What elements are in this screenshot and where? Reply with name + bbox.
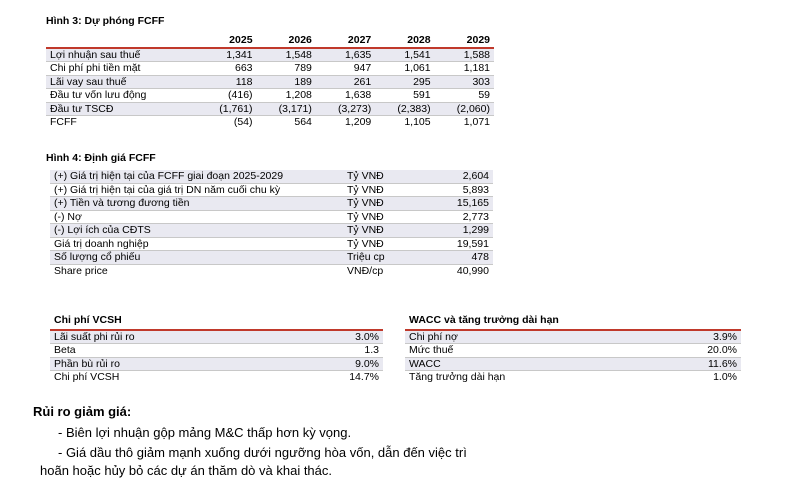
row-unit: Tỷ VNĐ bbox=[343, 197, 411, 211]
cell-value: (2,060) bbox=[435, 102, 494, 116]
table-row bbox=[50, 224, 493, 238]
table-row bbox=[50, 264, 493, 277]
cell-value: 1,061 bbox=[375, 62, 434, 76]
table-row bbox=[50, 344, 383, 358]
year-header: 2025 bbox=[229, 34, 253, 46]
cell-value: 9.0% bbox=[283, 357, 383, 371]
year-header: 2028 bbox=[407, 34, 431, 46]
cell-value: (1,761) bbox=[197, 102, 256, 116]
table-row bbox=[46, 48, 494, 62]
vcsh-title: Chi phí VCSH bbox=[54, 314, 122, 326]
row-unit: Triệu cp bbox=[343, 251, 411, 265]
cell-value: 5,893 bbox=[411, 183, 493, 197]
row-unit: Tỷ VNĐ bbox=[343, 170, 411, 183]
cell-value: 1,105 bbox=[404, 116, 431, 128]
table-row bbox=[50, 237, 493, 251]
table-row bbox=[405, 357, 741, 371]
cell-value: 1.3 bbox=[283, 344, 383, 358]
year-header: 2029 bbox=[466, 34, 490, 46]
cell-value: 295 bbox=[375, 75, 434, 89]
cell-value: 303 bbox=[435, 75, 494, 89]
table-row bbox=[405, 330, 741, 344]
cell-value: 3.9% bbox=[652, 330, 741, 344]
row-label: Đầu tư TSCĐ bbox=[46, 102, 197, 116]
risk-title: Rủi ro giảm giá: bbox=[33, 404, 132, 419]
year-header: 2026 bbox=[288, 34, 312, 46]
cell-value: 1.0% bbox=[713, 371, 737, 383]
row-label: Lãi vay sau thuế bbox=[46, 75, 197, 89]
cell-value: 2,604 bbox=[411, 170, 493, 183]
row-label: Chi phí phi tiền mặt bbox=[46, 62, 197, 76]
table-row bbox=[50, 210, 493, 224]
cell-value: 1,635 bbox=[316, 48, 375, 62]
cell-value: 118 bbox=[197, 75, 256, 89]
row-unit: Tỷ VNĐ bbox=[343, 224, 411, 238]
cell-value: 15,165 bbox=[411, 197, 493, 211]
cell-value: (2,383) bbox=[375, 102, 434, 116]
row-label: Phần bù rủi ro bbox=[50, 357, 283, 371]
table4-title: Hình 4: Định giá FCFF bbox=[46, 152, 156, 164]
label-header bbox=[46, 34, 197, 48]
table-row bbox=[46, 62, 494, 76]
row-label: Số lượng cổ phiếu bbox=[50, 251, 343, 265]
wacc-table bbox=[405, 314, 741, 384]
table-header-row bbox=[405, 314, 741, 330]
cell-value: 261 bbox=[316, 75, 375, 89]
cell-value: 591 bbox=[375, 89, 434, 103]
cell-value: 2,773 bbox=[411, 210, 493, 224]
cell-value: 947 bbox=[316, 62, 375, 76]
row-label: Lợi nhuận sau thuế bbox=[46, 48, 197, 62]
cell-value: 1,299 bbox=[411, 224, 493, 238]
table-row bbox=[50, 183, 493, 197]
row-unit: Tỷ VNĐ bbox=[343, 183, 411, 197]
row-unit: Tỷ VNĐ bbox=[343, 237, 411, 251]
row-label: FCFF bbox=[50, 116, 77, 128]
table-row bbox=[46, 75, 494, 89]
row-label: (+) Giá trị hiện tại của giá trị DN năm cuối chu kỳ bbox=[50, 183, 343, 197]
cell-value: 59 bbox=[435, 89, 494, 103]
cell-value: 19,591 bbox=[411, 237, 493, 251]
row-label: Chi phí nợ bbox=[405, 330, 652, 344]
cell-value: (54) bbox=[233, 116, 253, 128]
table-header-row bbox=[46, 34, 494, 48]
risk-item: - Biên lợi nhuận gộp mảng M&C thấp hơn kỳ vọng. bbox=[58, 425, 352, 440]
fcff-valuation-table bbox=[50, 170, 493, 277]
cell-value: 1,588 bbox=[435, 48, 494, 62]
table-row bbox=[46, 116, 494, 129]
cell-value: 1,548 bbox=[257, 48, 316, 62]
row-label: Share price bbox=[54, 264, 108, 277]
cell-value: 1,638 bbox=[316, 89, 375, 103]
cell-value: (3,273) bbox=[316, 102, 375, 116]
cell-value: 663 bbox=[197, 62, 256, 76]
cell-value: 1,541 bbox=[375, 48, 434, 62]
table-row bbox=[50, 330, 383, 344]
table3-title: Hình 3: Dự phóng FCFF bbox=[46, 15, 165, 27]
table-row bbox=[405, 371, 741, 384]
cell-value: 3.0% bbox=[283, 330, 383, 344]
cell-value: 789 bbox=[257, 62, 316, 76]
cell-value: 1,208 bbox=[257, 89, 316, 103]
table-header-row bbox=[50, 314, 383, 330]
row-unit: Tỷ VNĐ bbox=[343, 210, 411, 224]
fcff-forecast-table bbox=[46, 34, 494, 129]
cell-value: 20.0% bbox=[652, 344, 741, 358]
table-row bbox=[405, 344, 741, 358]
row-label: Chi phí VCSH bbox=[54, 371, 120, 383]
row-unit: VNĐ/cp bbox=[347, 264, 384, 277]
cell-value: 189 bbox=[257, 75, 316, 89]
row-label: Giá trị doanh nghiệp bbox=[50, 237, 343, 251]
cell-value: 1,209 bbox=[344, 116, 372, 128]
cost-of-equity-table bbox=[50, 314, 383, 384]
year-header: 2027 bbox=[347, 34, 372, 46]
row-label: Mức thuế bbox=[405, 344, 652, 358]
row-label: WACC bbox=[405, 357, 652, 371]
row-label: (-) Nợ bbox=[50, 210, 343, 224]
table-row bbox=[50, 251, 493, 265]
cell-value: 1,341 bbox=[197, 48, 256, 62]
table-row bbox=[46, 102, 494, 116]
cell-value: 1,071 bbox=[463, 116, 490, 128]
cell-value: (416) bbox=[197, 89, 256, 103]
row-label: Beta bbox=[50, 344, 283, 358]
cell-value: 1,181 bbox=[435, 62, 494, 76]
row-label: (-) Lợi ích của CĐTS bbox=[50, 224, 343, 238]
cell-value: 14.7% bbox=[349, 371, 379, 383]
cell-value: 564 bbox=[294, 116, 312, 128]
cell-value: 478 bbox=[411, 251, 493, 265]
row-label: Lãi suất phi rủi ro bbox=[50, 330, 283, 344]
cell-value: 40,990 bbox=[456, 264, 489, 277]
cell-value: 11.6% bbox=[652, 357, 741, 371]
row-label: (+) Tiền và tương đương tiền bbox=[50, 197, 343, 211]
row-label: Tăng trưởng dài hạn bbox=[409, 371, 506, 383]
table-row bbox=[46, 89, 494, 103]
table-row bbox=[50, 357, 383, 371]
table-row bbox=[50, 170, 493, 183]
risk-item-continuation: hoãn hoặc hủy bỏ các dự án thăm dò và khai thác. bbox=[40, 463, 333, 478]
row-label: (+) Giá trị hiện tại của FCFF giai đoạn 2025-2029 bbox=[50, 170, 343, 183]
table-row bbox=[50, 197, 493, 211]
risk-item: - Giá dầu thô giảm mạnh xuống dưới ngưỡng hòa vốn, dẫn đến việc trì bbox=[58, 445, 467, 460]
row-label: Đầu tư vốn lưu động bbox=[46, 89, 197, 103]
table-row bbox=[50, 371, 383, 384]
wacc-title: WACC và tăng trưởng dài hạn bbox=[409, 314, 559, 326]
cell-value: (3,171) bbox=[257, 102, 316, 116]
